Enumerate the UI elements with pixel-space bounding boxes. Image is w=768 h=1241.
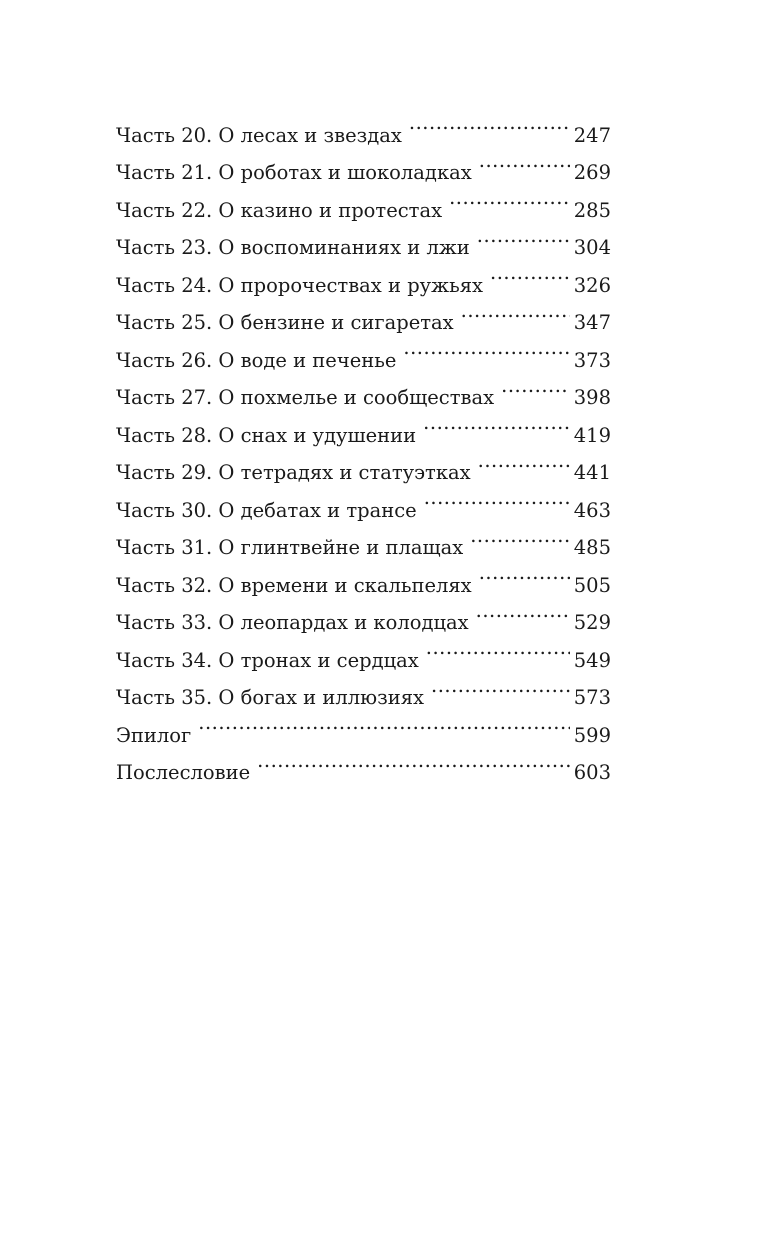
toc-dot-leader [479,142,570,180]
toc-entry-page: 419 [573,423,611,447]
toc-entry-title: Часть 30. О дебатах и трансе [116,498,417,522]
toc-dot-leader [423,404,570,442]
toc-entry-page: 304 [573,236,611,259]
toc-dot-leader [424,479,570,517]
toc-entry-title: Часть 24. О пророчествах и ружьях [116,273,484,297]
toc-dot-leader [478,442,570,480]
toc-entry-title: Часть 26. О воде и печенье [116,348,397,372]
toc-dot-leader [479,554,570,592]
toc-entry-title: Часть 25. О бензине и сигаретах [116,311,454,334]
toc-entry-page: 398 [573,386,611,409]
toc-entry-page: 529 [573,611,611,634]
toc-dot-leader [409,104,570,142]
toc-entry-page: 505 [573,573,611,597]
toc-dot-leader [403,329,569,367]
toc-entry-title: Часть 21. О роботах и шоколадках [116,161,472,184]
toc-entry-title: Часть 34. О тронах и сердцах [116,648,419,672]
toc-entry-page: 549 [573,648,611,672]
toc-entry-page: 441 [573,461,611,484]
toc-dot-leader [490,254,570,292]
toc-dot-leader [501,367,570,405]
toc-dot-leader [477,217,570,255]
toc-entry-title: Часть 23. О воспоминаниях и лжи [116,236,470,259]
toc-entry-title: Часть 33. О леопардах и колодцах [116,611,469,634]
toc-entry-page: 463 [573,498,611,522]
toc-entry-page: 603 [573,761,611,784]
toc-entry [116,104,611,147]
toc-entry-page: 247 [573,123,611,147]
toc-dot-leader [431,667,570,705]
toc-entry-title: Эпилог [116,723,192,747]
toc-entry-title: Часть 29. О тетрадях и статуэтках [116,461,471,484]
toc-dot-leader [470,517,570,555]
toc-dot-leader [449,179,570,217]
toc-dot-leader [461,292,570,330]
toc-entry-title: Послесловие [116,761,251,784]
table-of-contents [116,104,611,784]
toc-entry-title: Часть 32. О времени и скальпелях [116,573,472,597]
toc-entry-title: Часть 31. О глинтвейне и плащах [116,536,464,559]
toc-entry-title: Часть 27. О похмелье и сообществах [116,386,495,409]
toc-dot-leader [476,592,570,630]
toc-entry-page: 326 [573,273,611,297]
toc-dot-leader [198,704,570,742]
toc-entry-page: 485 [573,536,611,559]
toc-entry-page: 373 [573,348,611,372]
toc-entry-page: 269 [573,161,611,184]
toc-dot-leader [257,742,570,780]
toc-entry-page: 573 [573,686,611,709]
toc-entry-title: Часть 20. О лесах и звездах [116,123,402,147]
toc-entry-page: 285 [573,198,611,222]
toc-entry-title: Часть 35. О богах и иллюзиях [116,686,425,709]
toc-dot-leader [426,629,570,667]
toc-entry-page: 347 [573,311,611,334]
toc-entry-title: Часть 28. О снах и удушении [116,423,417,447]
toc-entry-title: Часть 22. О казино и протестах [116,198,443,222]
toc-entry-page: 599 [573,723,611,747]
